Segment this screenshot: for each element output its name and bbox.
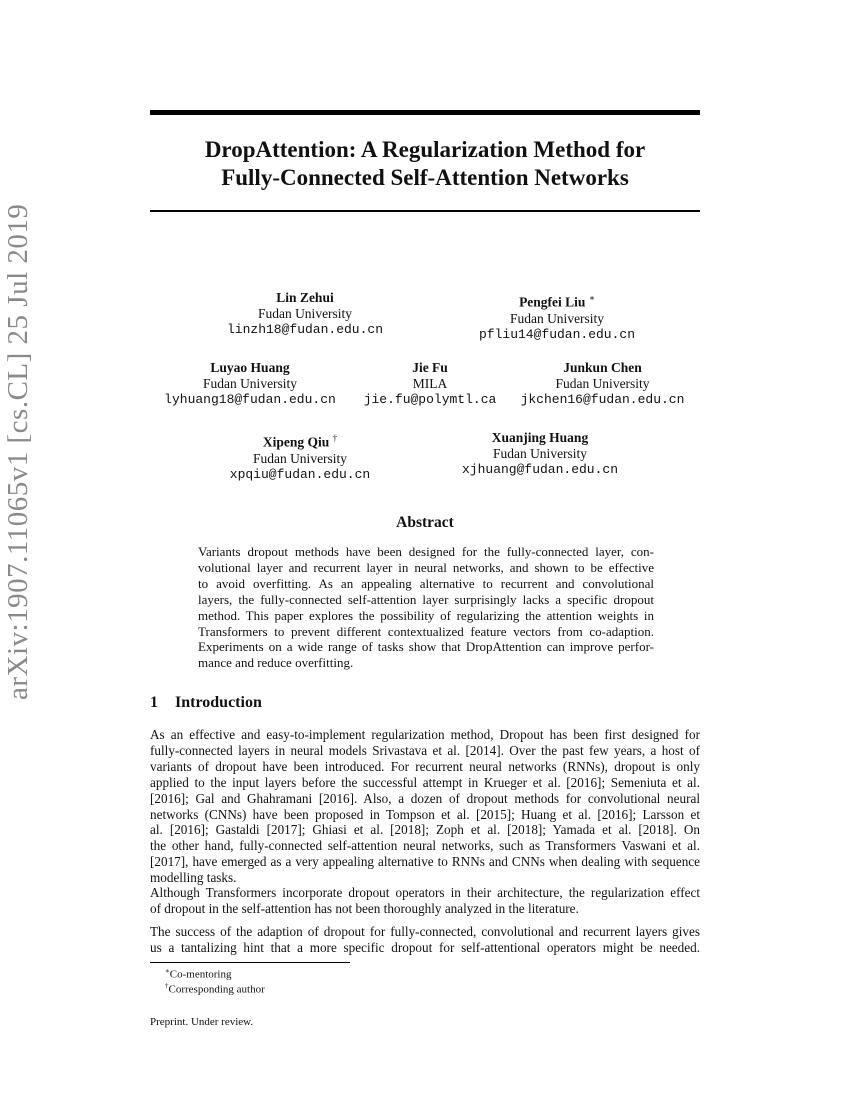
author-email[interactable]: xjhuang@fudan.edu.cn bbox=[461, 462, 619, 477]
author-block bbox=[145, 360, 355, 408]
body-line: Although Transformers incorporate dropout operators in their architecture, the regularization effect bbox=[150, 885, 700, 900]
intro-paragraph-3 bbox=[150, 924, 700, 956]
author-affiliation: Fudan University bbox=[257, 306, 353, 321]
title-line: Fully-Connected Self-Attention Networks bbox=[221, 165, 629, 190]
footnote-mark: ∗ bbox=[165, 967, 170, 975]
author-affiliation: Fudan University bbox=[202, 376, 298, 391]
abstract-line: to avoid overfitting. As an appealing alternative to recurrent and convolutional bbox=[198, 575, 654, 591]
abstract-line: Experiments on a wide range of tasks show that DropAttention can improve perfor- bbox=[198, 639, 654, 655]
author-name: Pengfei Liu ∗ bbox=[519, 293, 595, 310]
author-block bbox=[180, 290, 430, 338]
author-name: Jie Fu bbox=[412, 360, 448, 375]
abstract-line: volutional layer and recurrent layer in neural networks, and shown to be effective bbox=[198, 559, 654, 575]
body-line: the other hand, fully-connected self-attention neural networks, such as Transformers Vaswani et al. bbox=[150, 838, 700, 854]
body-line: [2017], have emerged as a very appealing alternative to RNNs and CNNs when dealing with sequence bbox=[150, 854, 700, 870]
body-line: As an effective and easy-to-implement regularization method, Dropout has been first designed for bbox=[150, 727, 700, 742]
footnote bbox=[165, 979, 265, 997]
author-affiliation: Fudan University bbox=[492, 446, 588, 461]
author-block bbox=[355, 360, 505, 408]
body-line: variants of dropout have been introduced. For recurrent neural networks (RNNs), dropout is only bbox=[150, 758, 700, 774]
author-name: Xipeng Qiu † bbox=[262, 433, 338, 450]
body-line: networks (CNNs) have been proposed in Tompson et al. [2015]; Huang et al. [2016]; Larsson et bbox=[150, 806, 700, 822]
footnote-text: Corresponding author bbox=[168, 983, 265, 996]
abstract-line: method. This paper explores the possibility of regularizing the attention weights in bbox=[198, 607, 654, 623]
author-block bbox=[505, 360, 700, 408]
abstract-line: layers, the fully-connected self-attention layer surprisingly lacks a specific dropout bbox=[198, 591, 654, 607]
author-email[interactable]: lyhuang18@fudan.edu.cn bbox=[164, 392, 336, 407]
section-number: 1 bbox=[150, 694, 158, 711]
abstract-line: mance and reduce overfitting. bbox=[198, 655, 354, 671]
abstract-line: Variants dropout methods have been designed for the fully-connected layer, con- bbox=[198, 544, 654, 559]
arxiv-identifier: arXiv:1907.11065v1 [cs.CL] 25 Jul 2019 bbox=[2, 203, 34, 700]
author-email[interactable]: jkchen16@fudan.edu.cn bbox=[520, 392, 685, 407]
body-line: modelling tasks. bbox=[150, 870, 237, 886]
author-affiliation: Fudan University bbox=[555, 376, 650, 391]
author-name: Junkun Chen bbox=[563, 360, 642, 375]
title-top-rule bbox=[150, 110, 700, 115]
intro-paragraph-1 bbox=[150, 727, 700, 886]
author-name: Lin Zehui bbox=[276, 290, 334, 305]
author-block bbox=[420, 430, 660, 478]
author-email[interactable]: pfliu14@fudan.edu.cn bbox=[478, 326, 636, 342]
body-line: al. [2016]; Gastaldi [2017]; Ghiasi et al. [2018]; Zoph et al. [2018]; Yamada et al. [2018]. On bbox=[150, 822, 700, 838]
paper-title bbox=[150, 136, 700, 192]
section-title: Introduction bbox=[175, 694, 262, 711]
section-heading bbox=[150, 694, 262, 712]
body-line: us a tantalizing hint that a more specific dropout for self-attentional operators might be needed. bbox=[150, 939, 700, 955]
author-name: Luyao Huang bbox=[210, 360, 290, 375]
abstract-heading: Abstract bbox=[396, 514, 454, 531]
footnote-text: Co-mentoring bbox=[169, 968, 232, 981]
author-affiliation: Fudan University bbox=[509, 310, 605, 326]
author-email[interactable]: linzh18@fudan.edu.cn bbox=[226, 322, 384, 337]
author-email[interactable]: xpqiu@fudan.edu.cn bbox=[229, 466, 371, 482]
body-line: The success of the adaption of dropout for fully-connected, convolutional and recurrent layers gives bbox=[150, 924, 700, 939]
author-affiliation: MILA bbox=[412, 376, 448, 391]
author-name: Xuanjing Huang bbox=[491, 430, 589, 445]
abstract-text bbox=[198, 544, 654, 671]
author-email[interactable]: jie.fu@polymtl.ca bbox=[363, 392, 497, 407]
body-line: applied to the input layers before the successful attempt in Krueger et al. [2016]; Semeniuta et al. bbox=[150, 774, 700, 790]
title-line: DropAttention: A Regularization Method for bbox=[204, 137, 646, 162]
preprint-note: Preprint. Under review. bbox=[150, 1016, 254, 1028]
author-affiliation: Fudan University bbox=[252, 450, 348, 466]
footnote-marker: † bbox=[332, 433, 338, 443]
title-bottom-rule bbox=[150, 210, 700, 212]
footnote-mark: † bbox=[165, 982, 169, 990]
body-line: of dropout in the self-attention has not been thoroughly analyzed in the literature. bbox=[150, 900, 579, 916]
author-block bbox=[185, 430, 415, 483]
intro-paragraph-2 bbox=[150, 885, 700, 917]
author-block bbox=[432, 290, 682, 343]
abstract-line: Transformers to prevent different contextualized feature vectors from co-adaption. bbox=[198, 623, 654, 639]
body-line: fully-connected layers in neural models Srivastava et al. [2014]. Over the past few years, a host of bbox=[150, 742, 700, 758]
footnote-rule bbox=[150, 962, 350, 963]
body-line: [2016]; Gal and Ghahramani [2016]. Also, a dozen of dropout methods for convolutional neural bbox=[150, 790, 700, 806]
footnote-marker: ∗ bbox=[588, 293, 595, 303]
